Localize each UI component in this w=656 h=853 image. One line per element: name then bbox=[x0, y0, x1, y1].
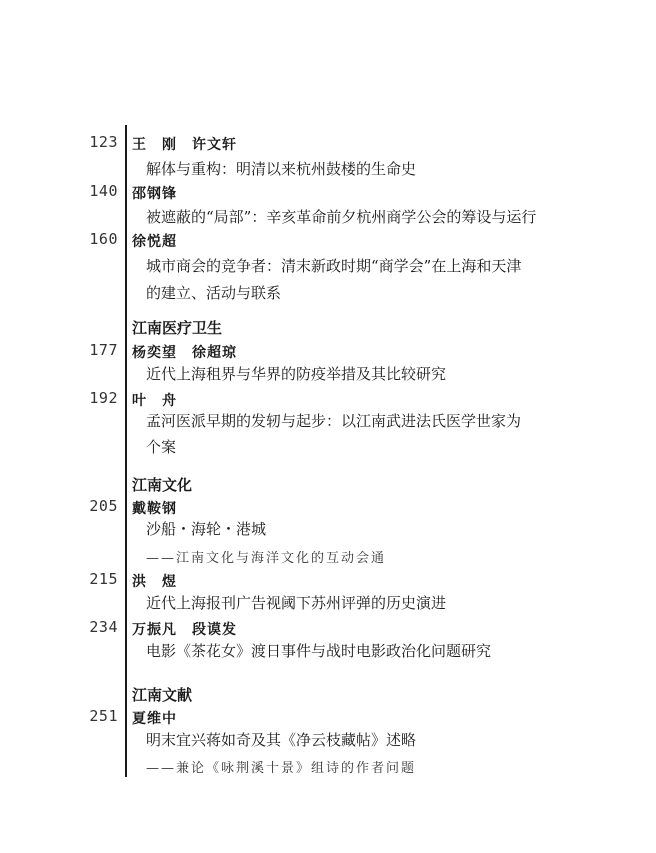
page-number: 234 bbox=[89, 618, 118, 636]
page-number: 123 bbox=[89, 133, 118, 151]
entry-author: 戴鞍钢 bbox=[132, 501, 177, 517]
entry-author: 万振凡 段谟发 bbox=[132, 622, 237, 638]
page-number: 192 bbox=[89, 389, 118, 407]
entry-title: 孟河医派早期的发轫与起步：以江南武进法氏医学世家为 bbox=[146, 412, 522, 430]
page-number: 160 bbox=[89, 230, 118, 248]
page-number: 215 bbox=[89, 570, 118, 588]
entry-title: 近代上海租界与华界的防疫举措及其比较研究 bbox=[146, 365, 447, 383]
entry-title: 明末宜兴蒋如奇及其《净云枝藏帖》述略 bbox=[146, 731, 417, 749]
section-heading: 江南文化 bbox=[132, 476, 193, 494]
entry-author: 杨奕望 徐超琼 bbox=[132, 345, 237, 361]
entry-subtitle: ——兼论《咏荆溪十景》组诗的作者问题 bbox=[146, 761, 417, 776]
entry-title: 城市商会的竞争者：清末新政时期“商学会”在上海和天津 bbox=[146, 257, 522, 275]
section-heading: 江南医疗卫生 bbox=[132, 319, 223, 337]
entry-title: 解体与重构：明清以来杭州鼓楼的生命史 bbox=[146, 160, 417, 178]
entry-title: 电影《茶花女》渡日事件与战时电影政治化问题研究 bbox=[146, 642, 492, 660]
entry-title-continued: 的建立、活动与联系 bbox=[146, 284, 282, 302]
entry-title: 被遮蔽的“局部”：辛亥革命前夕杭州商学公会的筹设与运行 bbox=[146, 208, 537, 226]
entry-title: 近代上海报刊广告视阈下苏州评弹的历史演进 bbox=[146, 594, 447, 612]
entry-title-continued: 个案 bbox=[146, 438, 177, 456]
entry-author: 叶 舟 bbox=[132, 393, 177, 409]
entry-author: 夏维中 bbox=[132, 711, 177, 727]
entry-author: 王 刚 许文轩 bbox=[132, 137, 237, 153]
page-number: 140 bbox=[89, 182, 118, 200]
entry-title: 沙船・海轮・港城 bbox=[146, 520, 267, 538]
entry-author: 徐悦超 bbox=[132, 234, 177, 250]
page-number: 251 bbox=[89, 707, 118, 725]
section-heading: 江南文献 bbox=[132, 686, 193, 704]
entry-author: 洪 煜 bbox=[132, 574, 177, 590]
entry-author: 邵钢锋 bbox=[132, 186, 177, 202]
vertical-rule bbox=[125, 125, 127, 777]
page-number: 205 bbox=[89, 497, 118, 515]
entry-subtitle: ——江南文化与海洋文化的互动会通 bbox=[146, 551, 387, 566]
page-number: 177 bbox=[89, 341, 118, 359]
